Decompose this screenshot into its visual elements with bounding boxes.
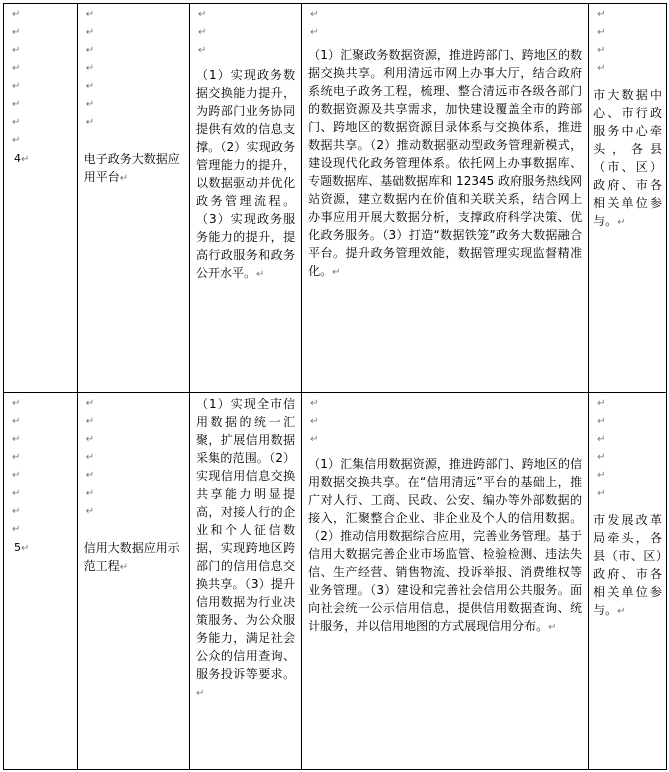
project-content: （1）汇聚政务数据资源，推进跨部门、跨地区的数据交换共享。利用清远市网上办事大厅，结合政府系统电子政务工程，梳理、整合清远市各级各部门的数据资源及共享需求，加快建设覆盖全市的跨部门、跨地区的数据资源目录体系与交换体系，推进数据共享。（2）推动数据驱动型政务管理新模式，建设现代化政务管理体系。依托网上办事数据库、专题数据库、基础数据库和 12345 政府服务热线网站资源，建立数据内在价值和关联关系，结合网上办事应用开展大数据分析，支撑政府科学决策、优化政务服务。（3）打造“数据铁笼”政务大数据融合平台。提升政务管理效能，数据管理实现监督精准化。: [308, 48, 583, 278]
project-goal: （1）实现政务数据交换能力提升，为跨部门业务协同提供有效的信息支撑。（2）实现政务管理能力的提升，以数据驱动并优化政务管理流程。（3）实现政务服务能力的提升，提高行政服务和政务公开水平。: [195, 68, 296, 280]
goal-cell: ↵ ↵ ↵ （1）实现政务数据交换能力提升，为跨部门业务协同提供有效的信息支撑。（2）实现政务管理能力的提升，以数据驱动并优化政务管理流程。（3）实现政务服务能力的提升，提高行政服务和政务公开水平。↵: [189, 4, 301, 393]
goal-cell: （1）实现全市信用数据的统一汇聚，扩展信用数据采集的范围。（2）实现信用信息交换共享能力明显提高，对接人行的企业和个人征信数据，实现跨地区跨部门的信用信息交换共享。（3）提升信用数据为行业决策服务、为公众服务能力，满足社会公众的信用查询、服务投诉等要求。↵: [189, 393, 301, 770]
number-cell: ↵ ↵ ↵ ↵ ↵ ↵ ↵ ↵ 5↵: [4, 393, 78, 770]
project-goal: （1）实现全市信用数据的统一汇聚，扩展信用数据采集的范围。（2）实现信用信息交换共享能力明显提高，对接人行的企业和个人征信数据，实现跨地区跨部门的信用信息交换共享。（3）提升信用数据为行业决策服务、为公众服务能力，满足社会公众的信用查询、服务投诉等要求。: [195, 397, 296, 681]
content-cell: ↵ ↵ ↵ （1）汇集信用数据资源，推进跨部门、跨地区的信用数据交换共享。在“信用清远”平台的基础上，推广对人行、工商、民政、公安、编办等外部数据的接入，汇聚整合企业、非企业及个人的信用数据。（2）推动信用数据综合应用，完善业务管理。基于信用大数据完善企业市场监管、检验检测、违法失信、生产经营、销售物流、投诉举报、消费维权等业务管理。（3）建设和完善社会信用公共服务。面向社会统一公示信用信息，提供信用数据查询、统计服务，并以信用地图的方式展现信用分布。↵: [302, 393, 589, 770]
content-cell: ↵ ↵ （1）汇聚政务数据资源，推进跨部门、跨地区的数据交换共享。利用清远市网上办事大厅，结合政府系统电子政务工程，梳理、整合清远市各级各部门的数据资源及共享需求，加快建设覆盖全市的跨部门、跨地区的数据资源目录体系与交换体系，推进数据共享。（2）推动数据驱动型政务管理新模式，建设现代化政务管理体系。依托网上办事数据库、专题数据库、基础数据库和 12345 政府服务热线网站资源，建立数据内在价值和关联关系，结合网上办事应用开展大数据分析，支撑政府科学决策、优化政务服务。（3）打造“数据铁笼”政务大数据融合平台。提升政务管理效能，数据管理实现监督精准化。↵: [302, 4, 589, 393]
name-cell: ↵ ↵ ↵ ↵ ↵ ↵ ↵ 电子政务大数据应用平台↵: [77, 4, 189, 393]
project-name: 信用大数据应用示范工程: [83, 541, 180, 573]
project-owner: 市发展改革局牵头，各县（市、区）政府、市各相关单位参与。: [593, 513, 662, 617]
project-owner: 市大数据中心、市行政服务中心牵头，各县（市、区）政府、市各相关单位参与。: [593, 88, 662, 228]
paragraph-marks: ↵ ↵ ↵ ↵ ↵ ↵ ↵ ↵: [12, 9, 21, 146]
number-cell: ↵ ↵ ↵ ↵ ↵ ↵ ↵ ↵ 4↵: [4, 4, 78, 393]
table-row: [4, 4, 667, 393]
row-number: 5: [14, 541, 21, 554]
owner-cell: ↵ ↵ ↵ ↵ ↵ ↵ 市发展改革局牵头，各县（市、区）政府、市各相关单位参与。↵: [589, 393, 667, 770]
project-content: （1）汇集信用数据资源，推进跨部门、跨地区的信用数据交换共享。在“信用清远”平台的基础上，推广对人行、工商、民政、公安、编办等外部数据的接入，汇聚整合企业、非企业及个人的信用数据。（2）推动信用数据综合应用，完善业务管理。基于信用大数据完善企业市场监管、检验检测、违法失信、生产经营、销售物流、投诉举报、消费维权等业务管理。（3）建设和完善社会信用公共服务。面向社会统一公示信用信息，提供信用数据查询、统计服务，并以信用地图的方式展现信用分布。: [308, 457, 583, 633]
row-number: 4: [14, 152, 21, 165]
name-cell: ↵ ↵ ↵ ↵ ↵ ↵ ↵ 信用大数据应用示范工程↵: [77, 393, 189, 770]
project-name: 电子政务大数据应用平台: [83, 152, 180, 184]
owner-cell: ↵ ↵ ↵ ↵ 市大数据中心、市行政服务中心牵头，各县（市、区）政府、市各相关单位参与。↵: [589, 4, 667, 393]
table-row: [4, 393, 667, 770]
project-table: [3, 3, 667, 770]
